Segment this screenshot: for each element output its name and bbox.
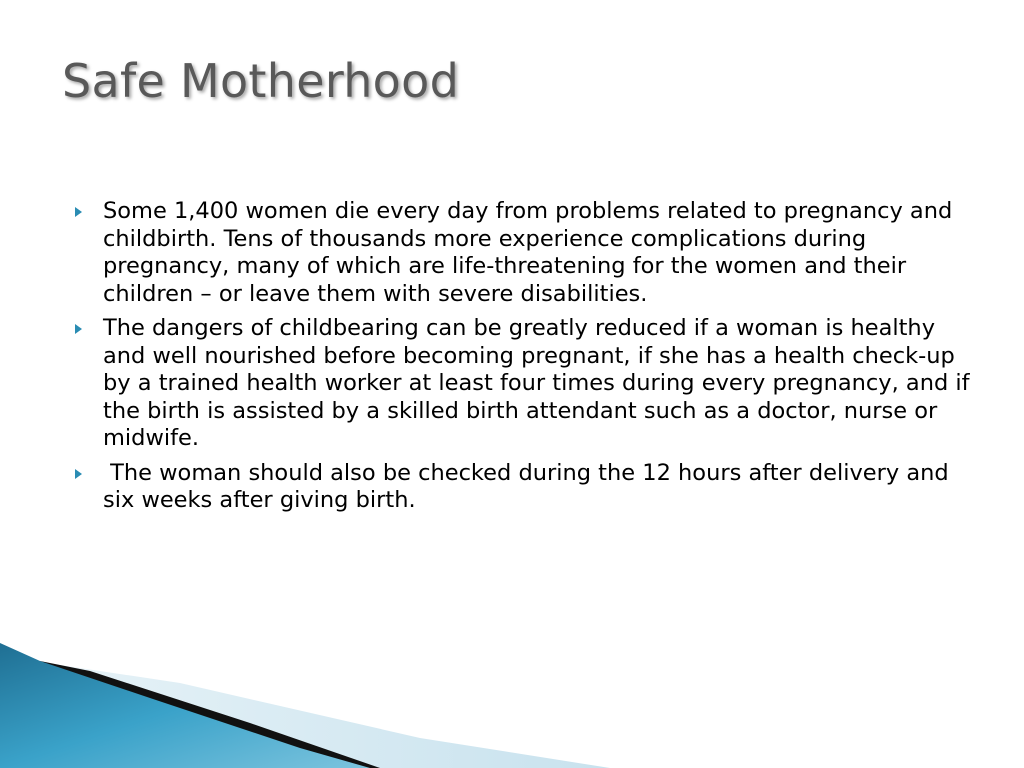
bullet-item [72, 460, 972, 515]
bullet-item [72, 198, 972, 308]
triangle-bullet-icon [75, 469, 82, 479]
bullet-text: The dangers of childbearing can be greatly reduced if a woman is healthy and well nourished before becoming pregnant, if she has a health check-up by a trained health worker at least four times during every pregnancy, and if the birth is assisted by a skilled birth attendant such as a doctor, nurse or midwife. [103, 315, 970, 451]
bullet-text: The woman should also be checked during the 12 hours after delivery and six weeks after giving birth. [103, 459, 956, 513]
triangle-bullet-icon [75, 324, 82, 334]
triangle-bullet-icon [75, 207, 82, 217]
bullet-list [72, 198, 972, 522]
slide-title: Safe Motherhood [62, 54, 460, 108]
bullet-item [72, 315, 972, 453]
bullet-text: Some 1,400 women die every day from problems related to pregnancy and childbirth. Tens of thousands more experience complications during pregnancy, many of which are life-threatening for the women and their children – or leave them with severe disabilities. [103, 198, 953, 307]
decorative-wave-graphic [0, 643, 1024, 768]
